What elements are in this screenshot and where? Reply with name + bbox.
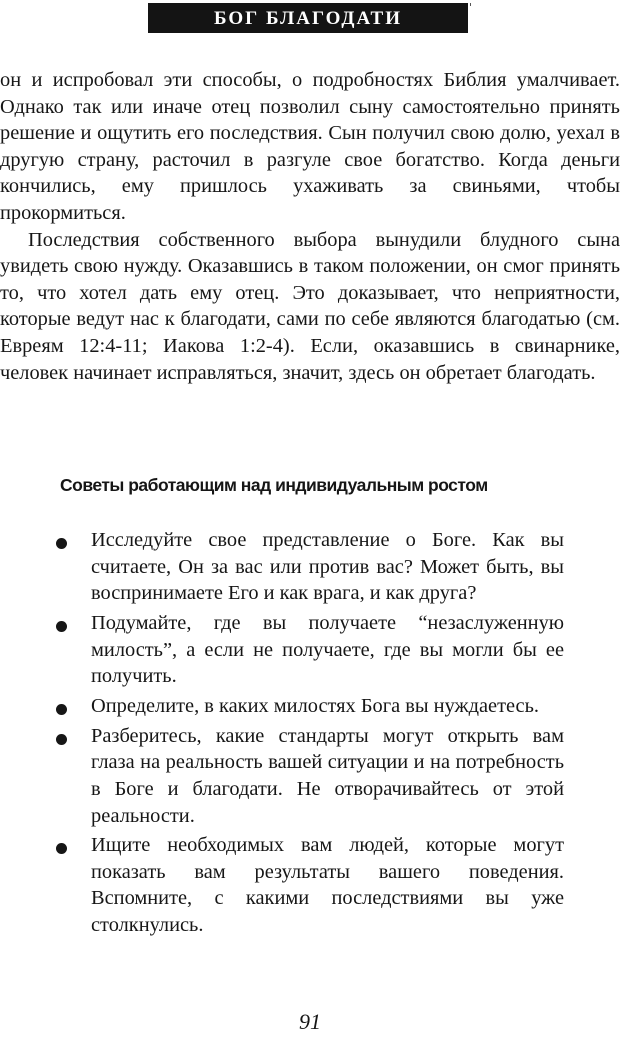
page-number: 91 — [299, 1009, 321, 1034]
section-heading: Советы работающим над индивидуальным ростом — [60, 475, 488, 495]
running-header: БОГ БЛАГОДАТИ — [148, 3, 468, 33]
list-item — [56, 527, 564, 607]
bullet-icon — [56, 843, 67, 854]
paragraph-prodigal-son: Последствия собственного выбора вынудили блудного сына увидеть свою нужду. Оказавшись в таком положении, он смог принять то, что хотел дать ему отец. Это доказывает, что неприятности, которые ведут нас к благодати, сами по себе являются благодатью (см. Евреям 12:4-11; Иакова 1:2-4). Если, оказавшись в свинарнике, человек начинает исправляться, значит, здесь он обретает благодать. — [0, 228, 620, 384]
paragraph-continued: он и испробовал эти способы, о подробностях Библия умалчивает. Однако так или иначе отец позволил сыну самостоятельно принять решение и ощутить его последствия. Сын получил свою долю, уехал в другую страну, расточил в разгуле свое богатство. Когда деньги кончились, ему пришлось ухаживать за свиньями, чтобы прокормиться. — [0, 69, 620, 224]
list-item — [56, 610, 564, 690]
list-item-text: Исследуйте свое представление о Боге. Как вы считаете, Он за вас или против вас? Может быть, вы воспринимаете Его и как врага, и как друга? — [91, 529, 564, 605]
bullet-icon — [56, 621, 67, 632]
bullet-icon — [56, 734, 67, 745]
list-item-text: Подумайте, где вы получаете “незаслуженную милость”, а если не получаете, где вы могли бы ее получить. — [91, 611, 564, 688]
list-item-text: Определите, в каких милостях Бога вы нуждаетесь. — [91, 694, 539, 717]
list-item-text: Ищите необходимых вам людей, которые могут показать вам результаты вашего поведения. Вспомните, с какими последствиями вы уже столкнулись. — [91, 834, 564, 937]
list-item — [56, 693, 564, 720]
header-mark — [470, 3, 471, 6]
list-item — [56, 723, 564, 829]
list-item — [56, 832, 564, 938]
bullet-icon — [56, 538, 67, 549]
bullet-icon — [56, 704, 67, 715]
list-item-text: Разберитесь, какие стандарты могут открыть вам глаза на реальность вашей ситуации и на потребность в Боге и благодати. Не отворачивайтесь от этой реальности. — [91, 724, 564, 827]
tips-list — [56, 527, 564, 942]
main-text — [0, 67, 620, 386]
